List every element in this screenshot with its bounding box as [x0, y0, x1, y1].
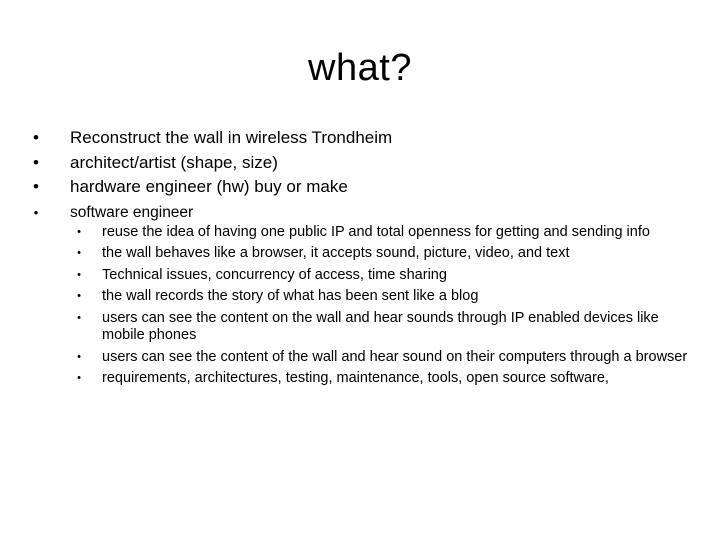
- sub-bullet-item: [60, 370, 690, 388]
- sub-bullet-text: the wall records the story of what has been sent like a blog: [102, 288, 479, 304]
- sub-bullet-item: [60, 349, 690, 367]
- bullet-text: architect/artist (shape, size): [70, 152, 278, 172]
- bullet-icon: •: [77, 225, 81, 238]
- sub-bullet-item: [60, 288, 690, 306]
- sub-bullet-text: the wall behaves like a browser, it accepts sound, picture, video, and text: [102, 245, 570, 261]
- bullet-icon: •: [77, 350, 81, 363]
- sub-bullet-text: requirements, architectures, testing, maintenance, tools, open source software,: [102, 370, 609, 386]
- sub-bullet-item: [60, 267, 690, 285]
- bullet-icon: •: [77, 311, 81, 324]
- bullet-item: [30, 126, 690, 151]
- sub-bullet-list: [30, 224, 690, 388]
- bullet-icon: •: [33, 128, 39, 147]
- bullet-item: [30, 151, 690, 176]
- sub-bullet-item: [60, 245, 690, 263]
- bullet-icon: •: [33, 204, 39, 220]
- bullet-icon: •: [77, 372, 81, 384]
- sub-bullet-text: users can see the content of the wall and hear sound on their computers through a browser: [102, 348, 688, 365]
- sub-bullet-text: users can see the content on the wall and hear sounds through IP enabled devices like mobile phones: [102, 309, 659, 343]
- bullet-icon: •: [33, 152, 39, 172]
- bullet-icon: •: [77, 247, 81, 259]
- bullet-icon: •: [33, 177, 39, 196]
- bullet-text: software engineer: [70, 203, 194, 221]
- bullet-item: [30, 175, 690, 200]
- sub-bullet-text: Technical issues, concurrency of access, time sharing: [102, 266, 447, 283]
- bullet-item-software: [30, 202, 690, 224]
- bullet-text: hardware engineer (hw) buy or make: [70, 177, 348, 196]
- sub-bullet-item: [60, 310, 690, 345]
- bullet-icon: •: [77, 268, 81, 281]
- bullet-icon: •: [77, 290, 81, 302]
- slide-title: what?: [308, 47, 412, 89]
- bullet-text: Reconstruct the wall in wireless Trondheim: [70, 128, 393, 147]
- sub-bullet-item: [60, 224, 690, 242]
- bullet-list: [30, 126, 690, 392]
- sub-bullet-text: reuse the idea of having one public IP and total openness for getting and sending info: [102, 223, 650, 240]
